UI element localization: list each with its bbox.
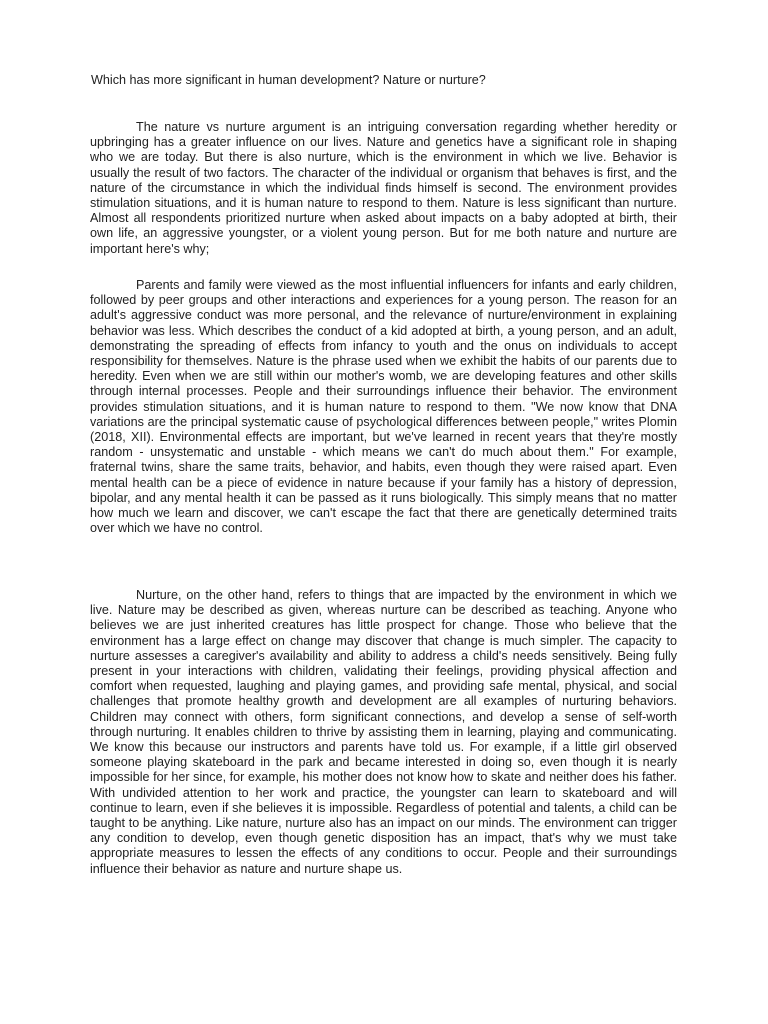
paragraph-3-text: Nurture, on the other hand, refers to things that are impacted by the environment in which we live. Nature may be described as given, whereas nurture can be described as teaching. Anyone who believes we are just inherited creatures has little prospect for change. Those who believe that the environment has a large effect on change may discover that change is much simpler. The capacity to nurture assesses a caregiver's availability and ability to address a child's needs sensitively. Being fully present in your interactions with children, validating their feelings, providing physical affection and comfort when requested, laughing and playing games, and providing safe mental, physical, and social challenges that promote healthy growth and development are all examples of nurturing behaviors. Children may connect with others, form significant connections, and develop a sense of self-worth through nurturing. It enables children to thrive by assisting them in learning, playing and communicating. We know this because our instructors and parents have told us. For example, if a little girl observed someone playing skateboard in the park and became interested in doing so, even though it is nearly impossible for her since, for example, his mother does not know how to skate and neither does his father. With undivided attention to her work and practice, the youngster can learn to skateboard and will continue to learn, even if she believes it is impossible. Regardless of potential and talents, a child can be taught to be anything. Like nature, nurture also has an impact on our minds. The environment can trigger any condition to develop, even though genetic disposition has an impact, that's why we must take appropriate measures to lessen the effects of any conditions to occur. People and their surroundings influence their behavior as nature and nurture shape us. xyxy=(90,588,677,876)
paragraph-2-text: Parents and family were viewed as the most influential influencers for infants and early children, followed by peer groups and other interactions and experiences for a young person. The reason for an adult's aggressive conduct was more personal, and the relevance of nurture/environment in explaining behavior was less. Which describes the conduct of a kid adopted at birth, a young person, and an adult, demonstrating the spreading of effects from infancy to youth and the onus on individuals to accept responsibility for themselves. Nature is the phrase used when we exhibit the habits of our parents due to heredity. Even when we are still within our mother's womb, we are developing features and other skills through internal processes. People and their surroundings influence their behavior. The environment provides stimulation situations, and it is human nature to respond to them. "We now know that DNA variations are the principal systematic cause of psychological differences between people," writes Plomin (2018, XII). Environmental effects are important, but we've learned in recent years that they're mostly random - unsystematic and unstable - which means we can't do much about them." For example, fraternal twins, share the same traits, behavior, and habits, even though they were raised apart. Even mental health can be a piece of evidence in nature because if your family has a history of depression, bipolar, and any mental health it can be passed as it runs biologically. This simply means that no matter how much we learn and discover, we can't escape the fact that there are genetically determined traits over which we have no control. xyxy=(90,278,677,536)
paragraph-3 xyxy=(90,588,677,877)
paragraph-2 xyxy=(90,278,677,536)
paragraph-1 xyxy=(90,120,677,257)
document-title: Which has more significant in human development? Nature or nurture? xyxy=(91,73,486,87)
paragraph-1-text: The nature vs nurture argument is an intriguing conversation regarding whether heredity or upbringing has a greater influence on our lives. Nature and genetics have a significant role in shaping who we are today. But there is also nurture, which is the environment in which we live. Behavior is usually the result of two factors. The character of the individual or organism that behaves is first, and the nature of the circumstance in which the individual finds himself is second. The environment provides stimulation situations, and it is human nature to respond to them. Nature is less significant than nurture. Almost all respondents prioritized nurture when asked about impacts on a baby adopted at birth, their own life, an aggressive youngster, or a violent young person. But for me both nature and nurture are important here's why; xyxy=(90,120,677,256)
